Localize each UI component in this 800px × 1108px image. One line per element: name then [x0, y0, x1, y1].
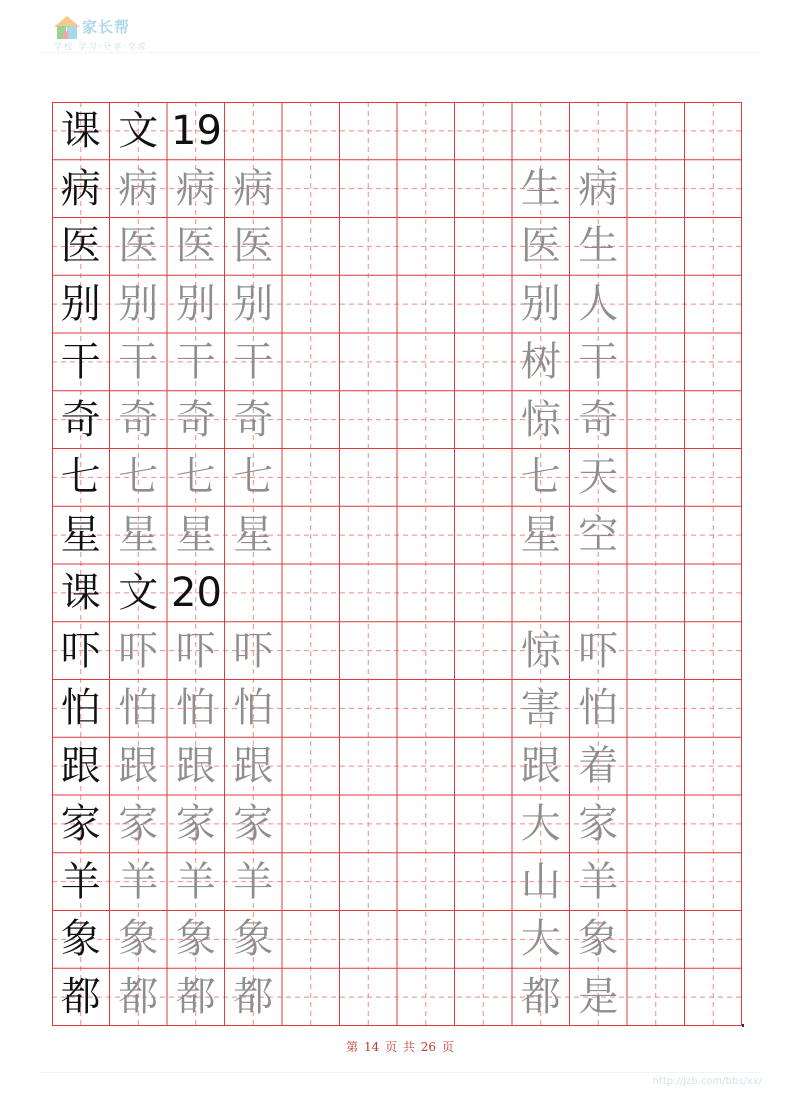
word-character: 大 [520, 800, 561, 847]
word-character: 羊 [578, 858, 619, 905]
trace-character: 都 [175, 974, 216, 1021]
trace-character: 病 [118, 165, 159, 212]
footer-page-word: 页 [385, 1040, 398, 1054]
trace-character: 病 [175, 165, 216, 212]
footer-url[interactable]: http://jzb.com/bbs/xx/ [652, 1076, 762, 1087]
trace-character: 星 [233, 512, 274, 559]
word-character: 大 [520, 916, 561, 963]
word-character: 象 [578, 916, 619, 963]
model-character: 家 [60, 800, 101, 847]
word-character: 生 [520, 165, 561, 212]
trace-character: 象 [175, 916, 216, 963]
model-character: 别 [60, 281, 101, 328]
model-character: 医 [60, 223, 101, 270]
model-character: 七 [60, 454, 101, 501]
word-character: 山 [520, 858, 561, 905]
trace-character: 别 [175, 281, 216, 328]
word-character: 吓 [578, 627, 619, 674]
trace-character: 都 [118, 974, 159, 1021]
lesson-title-char: 课 [60, 569, 101, 616]
model-character: 都 [60, 974, 101, 1021]
trace-character: 干 [233, 338, 274, 385]
logo-slogan: 学校·学习·分享·交流 [54, 42, 148, 51]
trace-character: 怕 [233, 685, 274, 732]
trace-character: 怕 [175, 685, 216, 732]
trace-character: 医 [175, 223, 216, 270]
trace-character: 家 [118, 800, 159, 847]
model-character: 病 [60, 165, 101, 212]
word-character: 空 [578, 512, 619, 559]
trace-character: 跟 [175, 743, 216, 790]
trace-character: 医 [118, 223, 159, 270]
lesson-title-char: 文 [118, 107, 159, 154]
corner-mark [742, 1024, 744, 1027]
word-character: 病 [578, 165, 619, 212]
model-character: 跟 [60, 743, 101, 790]
writing-grid [52, 102, 742, 1026]
word-character: 七 [520, 454, 561, 501]
lesson-number: 20 [171, 569, 222, 616]
word-character: 都 [520, 974, 561, 1021]
word-character: 星 [520, 512, 561, 559]
logo-name: 家长帮 [82, 18, 131, 36]
word-character: 别 [520, 281, 561, 328]
trace-character: 羊 [233, 858, 274, 905]
trace-character: 家 [233, 800, 274, 847]
word-character: 干 [578, 338, 619, 385]
word-character: 害 [520, 685, 561, 732]
word-character: 是 [578, 974, 619, 1021]
trace-character: 七 [118, 454, 159, 501]
word-character: 树 [520, 338, 561, 385]
footer-suffix: 页 [441, 1040, 454, 1054]
trace-character: 星 [175, 512, 216, 559]
lesson-title-char: 课 [60, 107, 101, 154]
footer-page-number: 14 [363, 1040, 380, 1054]
trace-character: 吓 [118, 627, 159, 674]
header-divider [40, 52, 760, 53]
trace-character: 奇 [233, 396, 274, 443]
trace-character: 奇 [118, 396, 159, 443]
word-character: 医 [520, 223, 561, 270]
page-footer [0, 1038, 800, 1055]
word-character: 人 [578, 281, 619, 328]
trace-character: 吓 [175, 627, 216, 674]
footer-divider [40, 1072, 760, 1073]
word-character: 天 [578, 454, 619, 501]
trace-character: 别 [233, 281, 274, 328]
model-character: 奇 [60, 396, 101, 443]
trace-character: 羊 [118, 858, 159, 905]
lesson-number: 19 [171, 107, 222, 154]
lesson-title-char: 文 [118, 569, 159, 616]
trace-character: 奇 [175, 396, 216, 443]
trace-character: 跟 [233, 743, 274, 790]
trace-character: 跟 [118, 743, 159, 790]
trace-character: 干 [118, 338, 159, 385]
trace-character: 病 [233, 165, 274, 212]
footer-total-word: 共 [402, 1040, 415, 1054]
house-icon [52, 14, 82, 42]
trace-character: 都 [233, 974, 274, 1021]
trace-character: 怕 [118, 685, 159, 732]
trace-character: 吓 [233, 627, 274, 674]
trace-character: 羊 [175, 858, 216, 905]
model-character: 吓 [60, 627, 101, 674]
site-logo[interactable] [52, 12, 162, 52]
model-character: 干 [60, 338, 101, 385]
word-character: 生 [578, 223, 619, 270]
word-character: 跟 [520, 743, 561, 790]
trace-character: 医 [233, 223, 274, 270]
word-character: 着 [578, 743, 619, 790]
trace-character: 别 [118, 281, 159, 328]
word-character: 惊 [520, 627, 561, 674]
word-character: 怕 [578, 685, 619, 732]
footer-total-pages: 26 [420, 1040, 437, 1054]
word-character: 奇 [578, 396, 619, 443]
trace-character: 象 [233, 916, 274, 963]
trace-character: 干 [175, 338, 216, 385]
trace-character: 七 [233, 454, 274, 501]
model-character: 怕 [60, 685, 101, 732]
model-character: 象 [60, 916, 101, 963]
model-character: 星 [60, 512, 101, 559]
trace-character: 家 [175, 800, 216, 847]
trace-character: 象 [118, 916, 159, 963]
word-character: 家 [578, 800, 619, 847]
trace-character: 星 [118, 512, 159, 559]
word-character: 惊 [520, 396, 561, 443]
model-character: 羊 [60, 858, 101, 905]
footer-prefix: 第 [346, 1040, 359, 1054]
trace-character: 七 [175, 454, 216, 501]
